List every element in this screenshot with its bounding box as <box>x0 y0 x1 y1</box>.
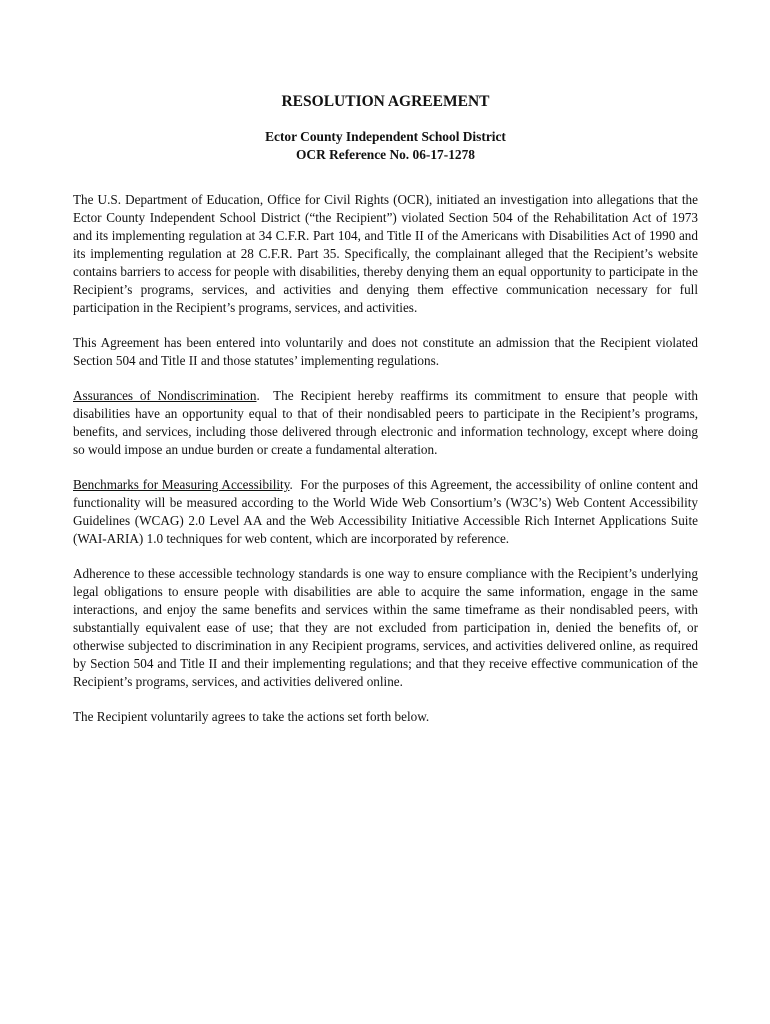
voluntary-paragraph: This Agreement has been entered into voluntarily and does not constitute an admission that the Recipient violated Section 504 and Title II and those statutes’ implementing regulations. <box>73 335 698 368</box>
document-title: RESOLUTION AGREEMENT <box>281 93 490 110</box>
document-subtitle-block <box>73 128 698 164</box>
benchmarks-paragraph: Benchmarks for Measuring Accessibility. For the purposes of this Agreement, the accessibility of online content and functionality will be measured according to the World Wide Web Consortium’s (W3C’s) Web Content Accessibility Guidelines (WCAG) 2.0 Level AA and the Web Accessibility Initiative Accessible Rich Internet Applications Suite (WAI-ARIA) 1.0 techniques for web content, which are incorporated by reference. <box>73 477 699 546</box>
benchmarks-text: For the purposes of this Agreement, the accessibility of online content and functionality will be measured according to the World Wide Web Consortium’s (W3C’s) Web Content Accessibility Guidelines (WCAG) 2.0 Level AA and the Web Accessibility Initiative Accessible Rich Internet Applications Suite (WAI-ARIA) 1.0 techniques for web content, which are incorporated by reference. <box>73 477 699 546</box>
ocr-reference: OCR Reference No. 06-17-1278 <box>296 147 475 162</box>
benchmarks-heading: Benchmarks for Measuring Accessibility <box>73 477 290 492</box>
closing-paragraph: The Recipient voluntarily agrees to take the actions set forth below. <box>73 709 430 724</box>
document-page <box>73 92 698 743</box>
assurances-text: The Recipient hereby reaffirms its commitment to ensure that people with disabilities have an opportunity equal to that of their nondisabled peers to participate in the Recipient’s programs, benefits, and services, including those delivered through electronic and information technology, except where doing so would impose an undue burden or create a fundamental alteration. <box>73 388 698 457</box>
adherence-paragraph: Adherence to these accessible technology standards is one way to ensure compliance with the Recipient’s underlying legal obligations to ensure people with disabilities are able to acquire the same information, engage in the same interactions, and enjoy the same benefits and services within the same timeframe as their nondisabled peers, with substantially equivalent ease of use; that they are not excluded from participation in, denied the benefits of, or otherwise subjected to discrimination in any Recipient programs, services, and activities delivered online, as required by Section 504 and Title II and their implementing regulations; and that they receive effective communication of the Recipient’s programs, services, and activities delivered online. <box>73 566 698 689</box>
district-name: Ector County Independent School District <box>265 129 506 144</box>
intro-paragraph: The U.S. Department of Education, Office for Civil Rights (OCR), initiated an investigation into allegations that the Ector County Independent School District (“the Recipient”) violated Section 504 of the Rehabilitation Act of 1973 and its implementing regulation at 34 C.F.R. Part 104, and Title II of the Americans with Disabilities Act of 1990 and its implementing regulation at 28 C.F.R. Part 35. Specifically, the complainant alleged that the Recipient’s website contains barriers to access for people with disabilities, thereby denying them an equal opportunity to participate in the Recipient’s programs, services, and activities and denying them effective communication necessary for full participation in the Recipient’s programs, services, and activities. <box>73 192 698 315</box>
assurances-heading: Assurances of Nondiscrimination <box>73 388 257 403</box>
assurances-paragraph: Assurances of Nondiscrimination. The Recipient hereby reaffirms its commitment to ensure that people with disabilities have an opportunity equal to that of their nondisabled peers to participate in the Recipient’s programs, benefits, and services, including those delivered through electronic and information technology, except where doing so would impose an undue burden or create a fundamental alteration. <box>73 388 698 457</box>
